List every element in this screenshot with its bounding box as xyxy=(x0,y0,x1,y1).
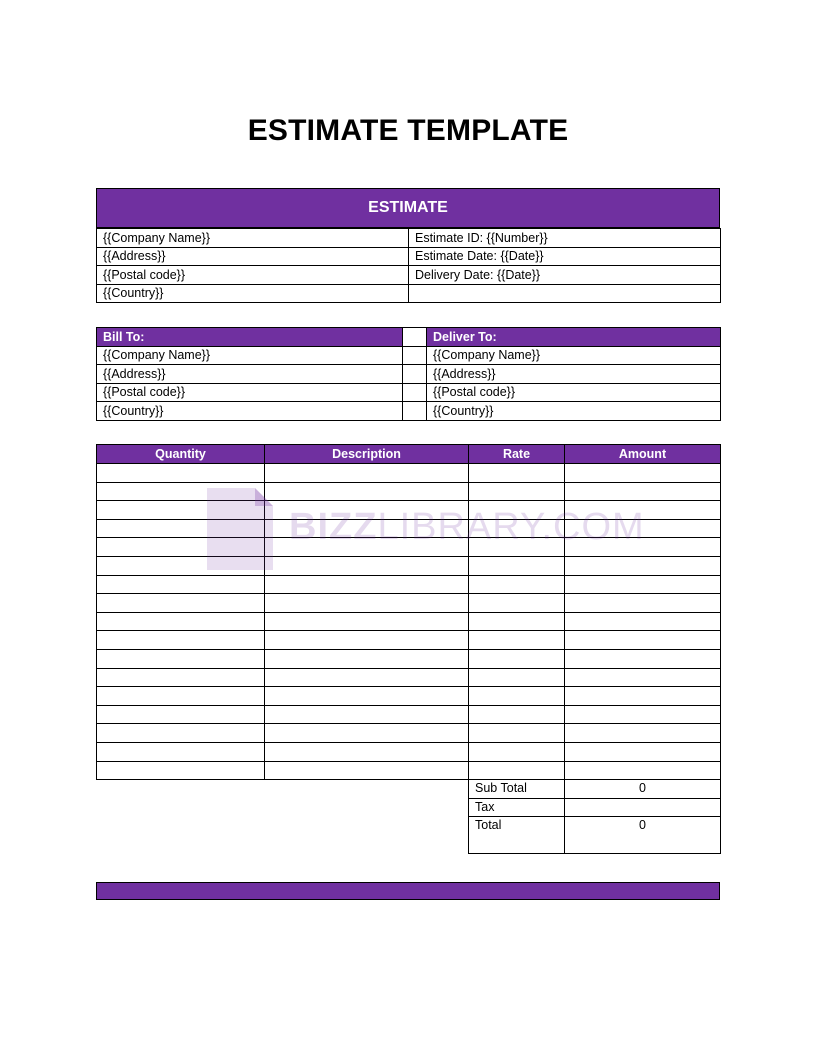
quantity-cell[interactable] xyxy=(97,724,265,743)
tax-label: Tax xyxy=(469,798,565,817)
table-row xyxy=(97,247,721,266)
quantity-cell[interactable] xyxy=(97,519,265,538)
table-row xyxy=(97,724,721,743)
total-row xyxy=(469,817,721,854)
table-row xyxy=(97,383,721,402)
rate-cell[interactable] xyxy=(469,501,565,520)
rate-cell[interactable] xyxy=(469,742,565,761)
country-cell[interactable]: {{Country}} xyxy=(97,284,409,303)
table-row xyxy=(97,668,721,687)
column-header-quantity: Quantity xyxy=(97,445,265,464)
rate-cell[interactable] xyxy=(469,631,565,650)
description-cell[interactable] xyxy=(265,612,469,631)
quantity-cell[interactable] xyxy=(97,687,265,706)
spacer-cell xyxy=(403,365,427,384)
spacer-cell xyxy=(403,402,427,421)
spacer-cell xyxy=(403,328,427,347)
description-cell[interactable] xyxy=(265,649,469,668)
page-title: ESTIMATE TEMPLATE xyxy=(247,114,569,147)
description-cell[interactable] xyxy=(265,705,469,724)
quantity-cell[interactable] xyxy=(97,742,265,761)
quantity-cell[interactable] xyxy=(97,556,265,575)
table-row xyxy=(97,284,721,303)
column-header-rate: Rate xyxy=(469,445,565,464)
table-row xyxy=(97,649,721,668)
deliver-address[interactable]: {{Address}} xyxy=(427,365,721,384)
table-row xyxy=(97,612,721,631)
table-row xyxy=(97,742,721,761)
quantity-cell[interactable] xyxy=(97,575,265,594)
watermark-light: LIBRARY.COM xyxy=(377,506,645,548)
amount-cell[interactable] xyxy=(565,594,721,613)
table-row xyxy=(97,761,721,780)
quantity-cell[interactable] xyxy=(97,538,265,557)
rate-cell[interactable] xyxy=(469,482,565,501)
table-row xyxy=(97,365,721,384)
subtotal-value[interactable]: 0 xyxy=(565,780,721,799)
amount-cell[interactable] xyxy=(565,742,721,761)
table-row xyxy=(97,482,721,501)
amount-cell[interactable] xyxy=(565,575,721,594)
bill-to-heading: Bill To: xyxy=(97,328,403,347)
amount-cell[interactable] xyxy=(565,724,721,743)
subtotal-row xyxy=(469,780,721,799)
table-row xyxy=(97,538,721,557)
amount-cell[interactable] xyxy=(565,464,721,483)
estimate-date-cell[interactable]: Estimate Date: {{Date}} xyxy=(409,247,721,266)
company-name-cell[interactable]: {{Company Name}} xyxy=(97,229,409,248)
description-cell[interactable] xyxy=(265,668,469,687)
estimate-details-table xyxy=(96,228,721,303)
tax-value[interactable] xyxy=(565,798,721,817)
items-table xyxy=(96,444,721,780)
description-cell[interactable] xyxy=(265,519,469,538)
postal-code-cell[interactable]: {{Postal code}} xyxy=(97,266,409,285)
description-cell[interactable] xyxy=(265,724,469,743)
deliver-to-heading: Deliver To: xyxy=(427,328,721,347)
tax-row xyxy=(469,798,721,817)
description-cell[interactable] xyxy=(265,538,469,557)
total-value[interactable]: 0 xyxy=(565,817,721,854)
deliver-postal-code[interactable]: {{Postal code}} xyxy=(427,383,721,402)
description-cell[interactable] xyxy=(265,594,469,613)
rate-cell[interactable] xyxy=(469,668,565,687)
amount-cell[interactable] xyxy=(565,649,721,668)
description-cell[interactable] xyxy=(265,761,469,780)
table-row xyxy=(97,229,721,248)
rate-cell[interactable] xyxy=(469,649,565,668)
rate-cell[interactable] xyxy=(469,724,565,743)
table-row xyxy=(97,594,721,613)
amount-cell[interactable] xyxy=(565,501,721,520)
deliver-country[interactable]: {{Country}} xyxy=(427,402,721,421)
quantity-cell[interactable] xyxy=(97,761,265,780)
amount-cell[interactable] xyxy=(565,668,721,687)
rate-cell[interactable] xyxy=(469,761,565,780)
quantity-cell[interactable] xyxy=(97,501,265,520)
description-cell[interactable] xyxy=(265,687,469,706)
amount-cell[interactable] xyxy=(565,687,721,706)
address-cell[interactable]: {{Address}} xyxy=(97,247,409,266)
estimate-box xyxy=(96,188,720,303)
table-row xyxy=(97,556,721,575)
description-cell[interactable] xyxy=(265,631,469,650)
spacer-cell xyxy=(403,383,427,402)
table-row xyxy=(97,464,721,483)
bill-postal-code[interactable]: {{Postal code}} xyxy=(97,383,403,402)
bill-country[interactable]: {{Country}} xyxy=(97,402,403,421)
quantity-cell[interactable] xyxy=(97,594,265,613)
column-header-amount: Amount xyxy=(565,445,721,464)
table-row xyxy=(97,631,721,650)
description-cell[interactable] xyxy=(265,501,469,520)
footer-bar xyxy=(96,882,720,900)
table-row xyxy=(97,266,721,285)
amount-cell[interactable] xyxy=(565,705,721,724)
delivery-date-cell[interactable]: Delivery Date: {{Date}} xyxy=(409,266,721,285)
quantity-cell[interactable] xyxy=(97,649,265,668)
table-row xyxy=(97,346,721,365)
description-cell[interactable] xyxy=(265,482,469,501)
amount-cell[interactable] xyxy=(565,612,721,631)
rate-cell[interactable] xyxy=(469,519,565,538)
subtotal-label: Sub Total xyxy=(469,780,565,799)
amount-cell[interactable] xyxy=(565,556,721,575)
table-row xyxy=(97,501,721,520)
column-header-description: Description xyxy=(265,445,469,464)
items-header-row xyxy=(97,445,721,464)
watermark-bold: BIZZ xyxy=(289,506,378,548)
spacer-cell xyxy=(403,346,427,365)
table-row xyxy=(97,328,721,347)
rate-cell[interactable] xyxy=(469,464,565,483)
description-cell[interactable] xyxy=(265,742,469,761)
estimate-heading: ESTIMATE xyxy=(96,188,720,228)
total-label: Total xyxy=(469,817,565,854)
amount-cell[interactable] xyxy=(565,538,721,557)
items-body xyxy=(97,464,721,780)
totals-table xyxy=(468,779,721,854)
table-row xyxy=(97,519,721,538)
quantity-cell[interactable] xyxy=(97,631,265,650)
rate-cell[interactable] xyxy=(469,687,565,706)
description-cell[interactable] xyxy=(265,575,469,594)
description-cell[interactable] xyxy=(265,464,469,483)
table-row xyxy=(97,402,721,421)
rate-cell[interactable] xyxy=(469,705,565,724)
estimate-id-cell[interactable]: Estimate ID: {{Number}} xyxy=(409,229,721,248)
rate-cell[interactable] xyxy=(469,556,565,575)
table-row xyxy=(97,687,721,706)
bill-company-name[interactable]: {{Company Name}} xyxy=(97,346,403,365)
address-table xyxy=(96,327,721,421)
amount-cell[interactable] xyxy=(565,761,721,780)
rate-cell[interactable] xyxy=(469,612,565,631)
empty-cell[interactable] xyxy=(409,284,721,303)
amount-cell[interactable] xyxy=(565,482,721,501)
rate-cell[interactable] xyxy=(469,575,565,594)
quantity-cell[interactable] xyxy=(97,464,265,483)
deliver-company-name[interactable]: {{Company Name}} xyxy=(427,346,721,365)
table-row xyxy=(97,575,721,594)
quantity-cell[interactable] xyxy=(97,482,265,501)
quantity-cell[interactable] xyxy=(97,612,265,631)
rate-cell[interactable] xyxy=(469,538,565,557)
table-row xyxy=(97,705,721,724)
amount-cell[interactable] xyxy=(565,519,721,538)
quantity-cell[interactable] xyxy=(97,705,265,724)
rate-cell[interactable] xyxy=(469,594,565,613)
amount-cell[interactable] xyxy=(565,631,721,650)
bill-address[interactable]: {{Address}} xyxy=(97,365,403,384)
quantity-cell[interactable] xyxy=(97,668,265,687)
description-cell[interactable] xyxy=(265,556,469,575)
